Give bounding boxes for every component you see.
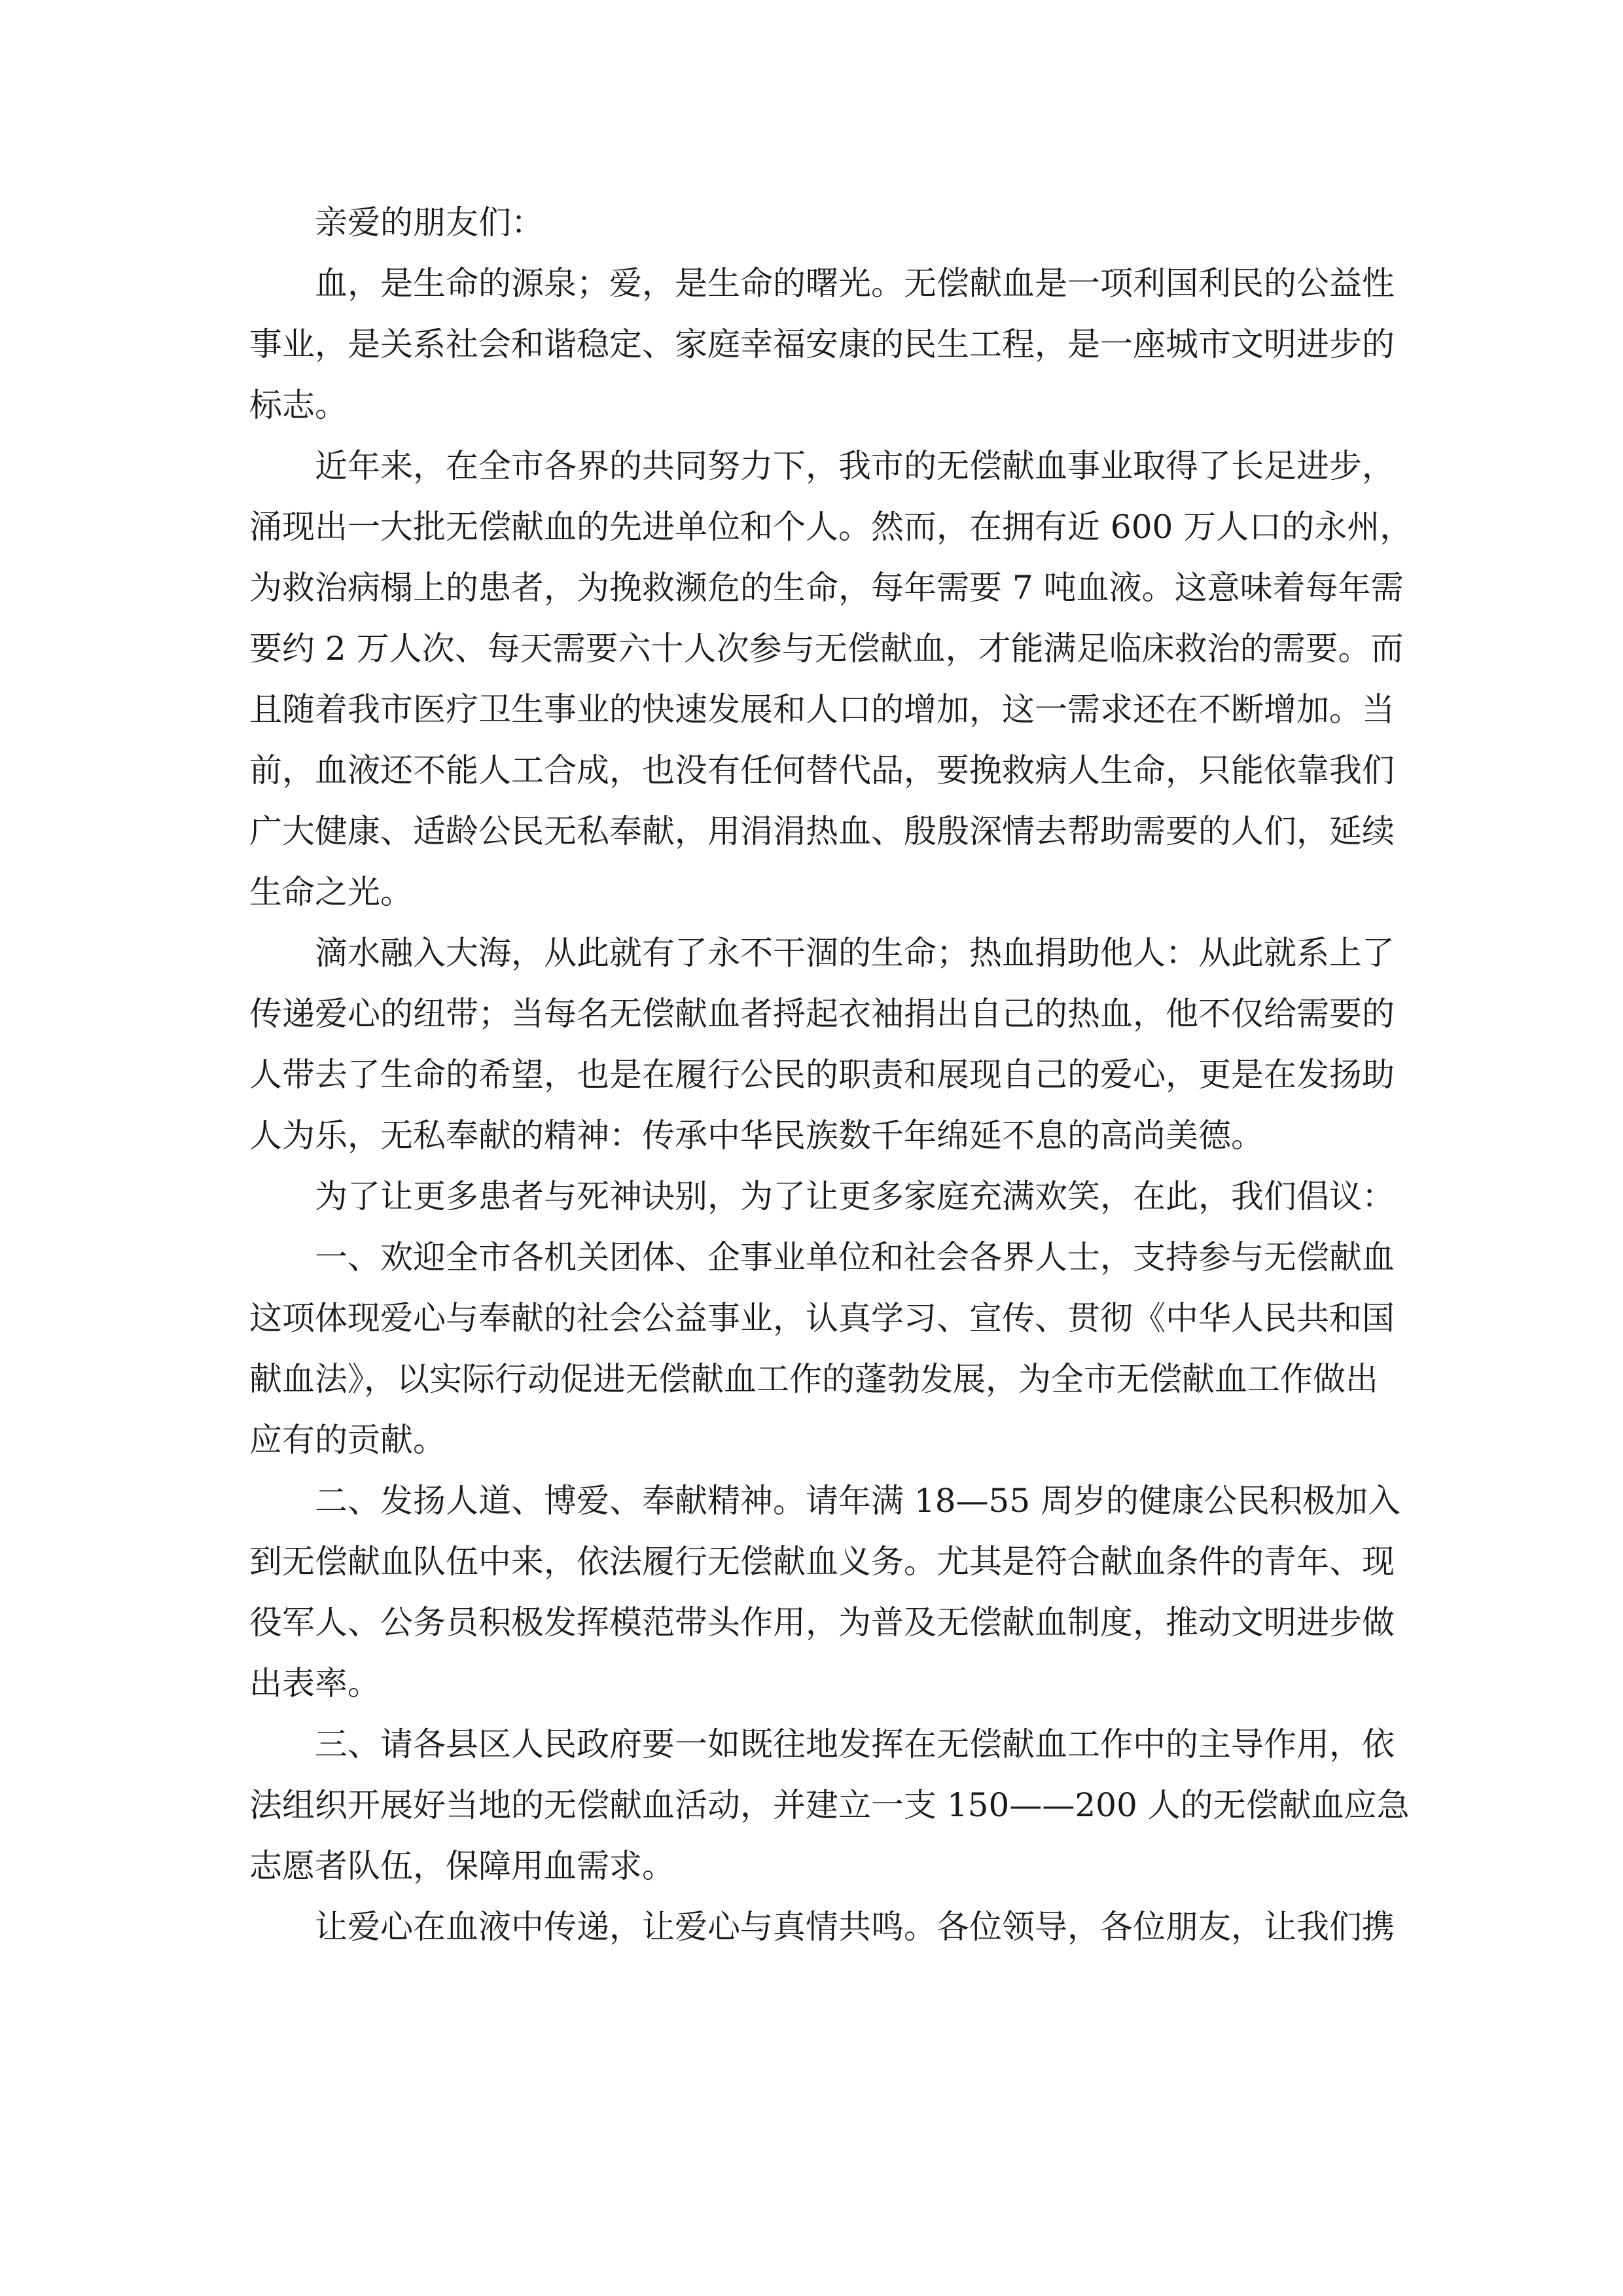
- paragraph-4: [249, 1166, 1395, 1227]
- paragraph-line: 二、发扬人道、博爱、奉献精神。请年满 18—55 周岁的健康公民积极加入: [315, 1482, 1401, 1520]
- paragraph-line: 广大健康、适龄公民无私奉献，用涓涓热血、殷殷深情去帮助需要的人们，延续: [249, 812, 1395, 850]
- paragraph-line: 要约 2 万人次、每天需要六十人次参与无偿献血，才能满足临床救治的需要。而: [249, 630, 1404, 668]
- paragraph-line: 人带去了生命的希望，也是在履行公民的职责和展现自己的爱心，更是在发扬助: [249, 1056, 1395, 1094]
- document-body: [249, 192, 1413, 1958]
- paragraph-line: 为救治病榻上的患者，为挽救濒危的生命，每年需要 7 吨血液。这意味着每年需: [249, 569, 1404, 607]
- paragraph-line: 涌现出一大批无偿献血的先进单位和个人。然而，在拥有近 600 万人口的永州，: [249, 508, 1413, 546]
- paragraph-line: 一、欢迎全市各机关团体、企事业单位和社会各界人士，支持参与无偿献血: [315, 1238, 1395, 1276]
- paragraph-line: 役军人、公务员积极发挥模范带头作用，为普及无偿献血制度，推动文明进步做: [249, 1604, 1395, 1641]
- paragraph-line: 生命之光。: [249, 873, 413, 911]
- paragraph-line: 这项体现爱心与奉献的社会公益事业，认真学习、宣传、贯彻《中华人民共和国: [249, 1299, 1395, 1337]
- paragraph-line: 法组织开展好当地的无偿献血活动，并建立一支 150——200 人的无偿献血应急: [249, 1786, 1410, 1824]
- paragraph-line: 为了让更多患者与死神诀别，为了让更多家庭充满欢笑，在此，我们倡议：: [315, 1177, 1395, 1215]
- proposal-3: [249, 1714, 1410, 1897]
- paragraph-1: [249, 253, 1395, 436]
- paragraph-line: 出表率。: [249, 1664, 380, 1702]
- paragraph-line: 前，血液还不能人工合成，也没有任何替代品，要挽救病人生命，只能依靠我们: [249, 751, 1395, 789]
- paragraph-line: 传递爱心的纽带；当每名无偿献血者捋起衣袖捐出自己的热血，他不仅给需要的: [249, 995, 1395, 1033]
- paragraph-line: 三、请各县区人民政府要一如既往地发挥在无偿献血工作中的主导作用，依: [315, 1725, 1395, 1763]
- paragraph-3: [249, 923, 1395, 1166]
- proposal-2: [249, 1471, 1401, 1714]
- paragraph-line: 到无偿献血队伍中来，依法履行无偿献血义务。尤其是符合献血条件的青年、现: [249, 1543, 1395, 1581]
- paragraph-line: 献血法》，以实际行动促进无偿献血工作的蓬勃发展，为全市无偿献血工作做出: [249, 1360, 1378, 1398]
- paragraph-line: 人为乐，无私奉献的精神：传承中华民族数千年绵延不息的高尚美德。: [249, 1117, 1264, 1155]
- paragraph-line: 且随着我市医疗卫生事业的快速发展和人口的增加，这一需求还在不断增加。当: [249, 691, 1395, 728]
- closing-paragraph: [249, 1897, 1395, 1958]
- greeting: 亲爱的朋友们：: [315, 204, 544, 242]
- paragraph-line: 让爱心在血液中传递，让爱心与真情共鸣。各位领导，各位朋友，让我们携: [315, 1908, 1395, 1946]
- paragraph-line: 志愿者队伍，保障用血需求。: [249, 1847, 675, 1885]
- paragraph-line: 事业，是关系社会和谐稳定、家庭幸福安康的民生工程，是一座城市文明进步的: [249, 325, 1395, 363]
- paragraph-line: 滴水融入大海，从此就有了永不干涸的生命；热血捐助他人：从此就系上了: [315, 934, 1395, 972]
- paragraph-line: 标志。: [249, 386, 348, 424]
- paragraph-line: 应有的贡献。: [249, 1421, 446, 1459]
- paragraph-line: 血，是生命的源泉；爱，是生命的曙光。无偿献血是一项利国利民的公益性: [315, 264, 1395, 302]
- paragraph-2: [249, 436, 1413, 923]
- paragraph-line: 近年来，在全市各界的共同努力下，我市的无偿献血事业取得了长足进步，: [315, 447, 1395, 485]
- proposal-1: [249, 1227, 1395, 1471]
